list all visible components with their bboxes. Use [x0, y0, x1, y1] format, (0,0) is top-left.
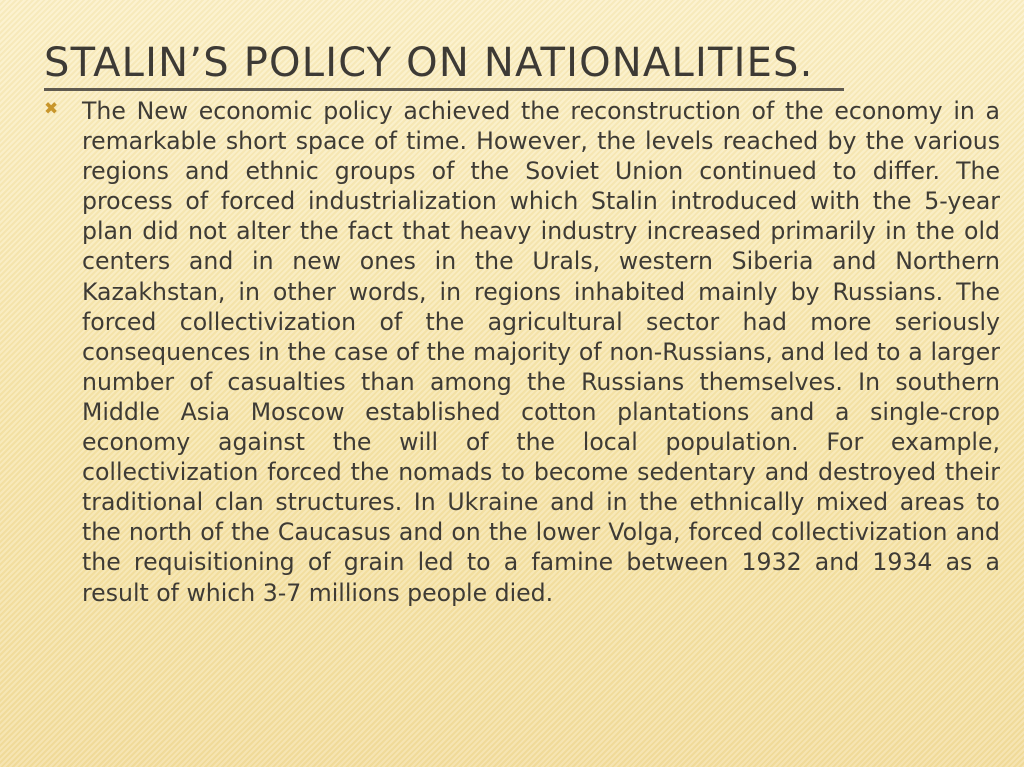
slide-content: [44, 96, 1000, 608]
bullet-item: [44, 96, 1000, 608]
x-mark-bullet-icon: ✖: [44, 99, 59, 119]
bullet-text: The New economic policy achieved the reconstruction of the economy in a remarkable short space of time. However, the levels reached by the various regions and ethnic groups of the Soviet Union continued to differ. The process of forced industrialization which Stalin introduced with the 5-year plan did not alter the fact that heavy industry increased primarily in the old centers and in new ones in the Urals, western Siberia and Northern Kazakhstan, in other words, in regions inhabited mainly by Russians. The forced collectivization of the agricultural sector had more seriously consequences in the case of the majority of non-Russians, and led to a larger number of casualties than among the Russians themselves. In southern Middle Asia Moscow established cotton plantations and a single-crop economy against the will of the local population. For example, collectivization forced the nomads to become sedentary and destroyed their traditional clan structures. In Ukraine and in the ethnically mixed areas to the north of the Caucasus and on the lower Volga, forced collectivization and the requisitioning of grain led to a famine between 1932 and 1934 as a result of which 3-7 millions people died.: [82, 97, 1000, 607]
title-underline: [44, 88, 844, 91]
slide-title: STALIN’S POLICY ON NATIONALITIES.: [44, 40, 814, 86]
